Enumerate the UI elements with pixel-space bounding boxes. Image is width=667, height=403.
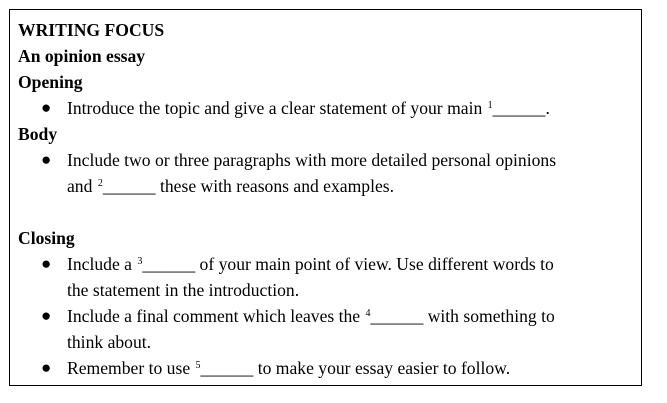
item-text: . — [545, 98, 550, 118]
blank: ______ — [102, 176, 156, 196]
blank: ______ — [370, 306, 424, 326]
list-item-closing-2-line1 — [67, 303, 555, 329]
section-title-closing: Closing — [18, 228, 75, 248]
list-item-closing-3 — [67, 355, 510, 381]
bullet-icon: ● — [41, 98, 52, 117]
blank-number: 4 — [365, 308, 371, 319]
blank-number: 5 — [195, 360, 201, 371]
list-item-opening-1 — [67, 95, 550, 121]
blank: ______ — [200, 358, 254, 378]
item-text: to make your essay easier to follow. — [253, 358, 511, 378]
item-text: with something to — [423, 306, 555, 326]
list-item-closing-2-line2: think about. — [67, 332, 152, 352]
bullet-icon: ● — [41, 150, 52, 169]
bullet-icon: ● — [41, 254, 52, 273]
item-text: Include a — [67, 254, 137, 274]
subtitle: An opinion essay — [18, 46, 146, 66]
blank-number: 2 — [97, 178, 103, 189]
page-title: WRITING FOCUS — [18, 20, 165, 40]
list-item-closing-1-line2: the statement in the introduction. — [67, 280, 300, 300]
blank: ______ — [492, 98, 546, 118]
list-item-closing-1-line1 — [67, 251, 554, 277]
section-title-body: Body — [18, 124, 58, 144]
section-title-opening: Opening — [18, 72, 83, 92]
item-text: Include a final comment which leaves the — [67, 306, 365, 326]
item-text: these with reasons and examples. — [155, 176, 395, 196]
item-text: Remember to use — [67, 358, 195, 378]
bullet-icon: ● — [41, 358, 52, 377]
list-item-body-1-line2 — [67, 173, 394, 199]
item-text: Introduce the topic and give a clear statement of your main — [67, 98, 487, 118]
blank-number: 1 — [487, 100, 493, 111]
blank: ______ — [142, 254, 196, 274]
bullet-icon: ● — [41, 306, 52, 325]
blank-number: 3 — [137, 256, 143, 267]
item-text: and — [67, 176, 97, 196]
list-item-body-1-line1: Include two or three paragraphs with more detailed personal opinions — [67, 150, 557, 170]
item-text: of your main point of view. Use different words to — [195, 254, 554, 274]
